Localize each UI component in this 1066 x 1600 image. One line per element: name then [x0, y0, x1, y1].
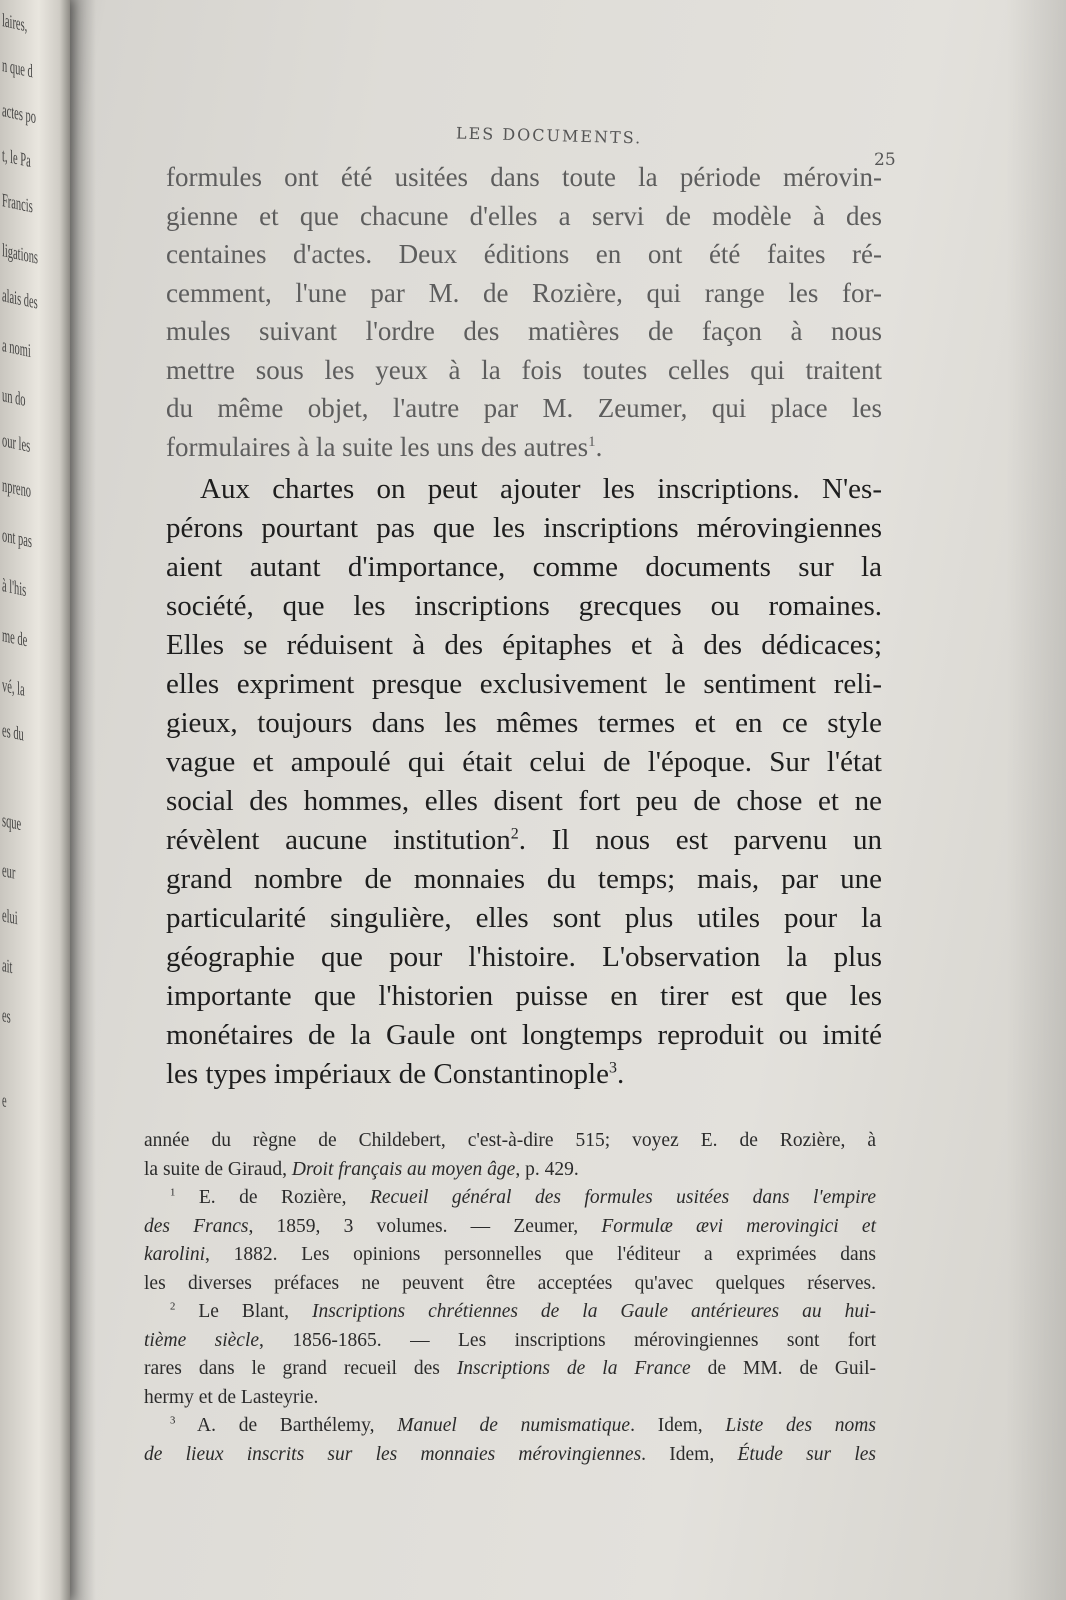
- text-run: , 1882. Les opinions personnelles que l'éditeur a exprimées dans: [205, 1244, 876, 1265]
- text-line: [166, 1055, 882, 1094]
- text-run: la suite de Giraud,: [144, 1158, 292, 1180]
- text-run: tième siècle: [144, 1329, 260, 1351]
- text-run: Le Blant,: [198, 1301, 312, 1322]
- text-line: gienne et que chacune d'elles a servi de modèle à des: [166, 200, 882, 231]
- text-line: mules suivant l'ordre des matières de façon à nous: [166, 316, 882, 346]
- footnote-line: [144, 1441, 876, 1470]
- facing-page-fragment: ait: [2, 955, 13, 979]
- footnote-ref: 1: [588, 433, 596, 450]
- text-line: cemment, l'une par M. de Rozière, qui range les for-: [166, 277, 882, 308]
- text-run: Droit français au moyen âge: [291, 1158, 516, 1180]
- text-line: importante que l'historien puisse en tirer est que les: [166, 980, 882, 1012]
- facing-page-fragment: es: [2, 1005, 11, 1028]
- text-run: Étude sur les: [737, 1443, 876, 1465]
- text-run: des Francs: [144, 1215, 249, 1237]
- footnote-line: [144, 1241, 876, 1270]
- text-run: rares dans le grand recueil des: [144, 1358, 457, 1379]
- facing-page-fragment: eur: [2, 860, 16, 884]
- footnote-line: [144, 1213, 876, 1242]
- text-run: , 1859, 3 volumes. — Zeumer,: [248, 1215, 602, 1237]
- footnote-line: [144, 1298, 876, 1327]
- facing-page-fragment: ligations: [2, 240, 38, 269]
- text-line: Aux chartes on peut ajouter les inscriptions. N'es-: [200, 473, 882, 505]
- text-run: Liste des noms: [725, 1415, 876, 1436]
- text-line: centaines d'actes. Deux éditions en ont été faites ré-: [166, 239, 882, 269]
- text-run: Formulæ ævi merovingici et: [601, 1215, 876, 1237]
- footnote-ref: 3: [608, 1059, 617, 1077]
- footnote-ref: 2: [510, 825, 519, 843]
- text-run: E. de Rozière,: [198, 1187, 370, 1208]
- facing-page-fragment: ont pas: [2, 525, 32, 553]
- text-line: pérons pourtant pas que les inscriptions mérovingiennes: [166, 512, 882, 544]
- facing-page-fragment: à l'his: [2, 575, 27, 602]
- text-line: formules ont été usitées dans toute la période mérovin-: [166, 162, 882, 192]
- footnotes: [144, 1127, 884, 1469]
- footnote-line: hermy et de Lasteyrie.: [144, 1386, 319, 1408]
- text-line: vague et ampoulé qui était celui de l'époque. Sur l'état: [166, 746, 882, 778]
- facing-page-fragment: vé, la: [2, 675, 25, 701]
- text-line: social des hommes, elles disent fort peu de chose et ne: [166, 785, 882, 817]
- paragraph-1: [166, 158, 976, 466]
- facing-page-fragment: n que d: [2, 55, 33, 83]
- book-gutter: [70, 0, 96, 1600]
- text-line: mettre sous les yeux à la fois toutes celles qui traitent: [166, 354, 882, 385]
- footnote-mark: 3: [170, 1414, 176, 1427]
- text-run: . Idem,: [630, 1415, 726, 1436]
- running-head: LES DOCUMENTS.: [455, 123, 643, 148]
- footnote-line: les diverses préfaces ne peuvent être acceptées qu'avec quelques réserves.: [144, 1272, 876, 1294]
- text-line: elles expriment presque exclusivement le sentiment reli-: [166, 668, 882, 700]
- text-run: Recueil général des formules usitées dans l'empire: [369, 1187, 877, 1208]
- text-run: , 1856-1865. — Les inscriptions mérovingiennes sont fort: [259, 1329, 876, 1351]
- facing-page-fragment: a nomi: [2, 335, 31, 363]
- text-line: formulaires à la suite les uns des autres$^1$.: [166, 431, 603, 462]
- text-line: Elles se réduisent à des épitaphes et à des dédicaces;: [166, 629, 882, 661]
- page-number: 25: [874, 150, 896, 170]
- text-run: Inscriptions de la France: [456, 1358, 691, 1379]
- text-line: monétaires de la Gaule ont longtemps reproduit ou imité: [166, 1019, 882, 1051]
- text-run: .: [616, 1058, 625, 1090]
- facing-page-fragment: elui: [2, 905, 18, 930]
- text-run: Inscriptions chrétiennes de la Gaule antérieures au hui-: [311, 1301, 876, 1322]
- text-line: du même objet, l'autre par M. Zeumer, qui place les: [166, 393, 882, 423]
- facing-page-fragment: actes po: [2, 100, 36, 129]
- text-line: aient autant d'importance, comme documents sur la: [166, 551, 882, 583]
- footnote-line: [144, 1327, 876, 1356]
- facing-page-edge: [0, 0, 70, 1600]
- text-run: karolini: [144, 1244, 206, 1265]
- footnote-mark: 1: [170, 1186, 176, 1199]
- text-run: de lieux inscrits sur les monnaies mérovingiennes: [144, 1443, 642, 1465]
- text-run: formulaires à la suite les uns des autres: [166, 431, 589, 462]
- facing-page-fragment: sque: [2, 810, 22, 836]
- text-line: grand nombre de monnaies du temps; mais, par une: [166, 863, 882, 895]
- footnote-line: [144, 1412, 876, 1441]
- facing-page-fragment: un do: [2, 385, 26, 411]
- facing-page-fragment: t, le Pa: [2, 145, 31, 173]
- text-line: particularité singulière, elles sont plus utiles pour la: [166, 902, 882, 934]
- footnote-mark: 2: [170, 1300, 176, 1313]
- facing-page-fragment: Francis: [2, 190, 33, 218]
- text-line: société, que les inscriptions grecques ou romaines.: [166, 590, 882, 622]
- footnote-line: [144, 1184, 876, 1213]
- text-run: révèlent aucune institution: [166, 824, 511, 856]
- footnote-line: [144, 1355, 876, 1384]
- text-line: [166, 821, 882, 860]
- facing-page-fragment: laires,: [2, 10, 28, 37]
- text-run: . Idem,: [641, 1443, 738, 1465]
- paragraph-2: [166, 470, 976, 1094]
- footnote-line: année du règne de Childebert, c'est-à-dire 515; voyez E. de Rozière, à: [144, 1130, 876, 1151]
- facing-page-fragment: e: [2, 1090, 7, 1112]
- footnote-line: [144, 1156, 876, 1185]
- facing-page-fragment: alais des: [2, 285, 38, 314]
- facing-page-fragment: es du: [2, 720, 24, 746]
- page-shading: [1006, 0, 1066, 1600]
- text-run: Manuel de numismatique: [397, 1415, 631, 1436]
- text-run: . Il nous est parvenu un: [518, 824, 882, 856]
- text-line: géographie que pour l'histoire. L'observation la plus: [166, 941, 882, 973]
- facing-page-fragment: me de: [2, 625, 28, 652]
- book-page: [96, 0, 1066, 1600]
- text-run: , p. 429.: [515, 1158, 579, 1180]
- text-run: A. de Barthélemy,: [197, 1415, 398, 1436]
- text-run: de MM. de Guil-: [690, 1358, 877, 1379]
- text-run: les types impériaux de Constantinople: [166, 1058, 609, 1090]
- facing-page-fragment: our les: [2, 430, 31, 457]
- facing-page-fragment: npreno: [2, 475, 32, 503]
- body-text: [166, 158, 976, 1094]
- text-line: gieux, toujours dans les mêmes termes et en ce style: [166, 707, 882, 739]
